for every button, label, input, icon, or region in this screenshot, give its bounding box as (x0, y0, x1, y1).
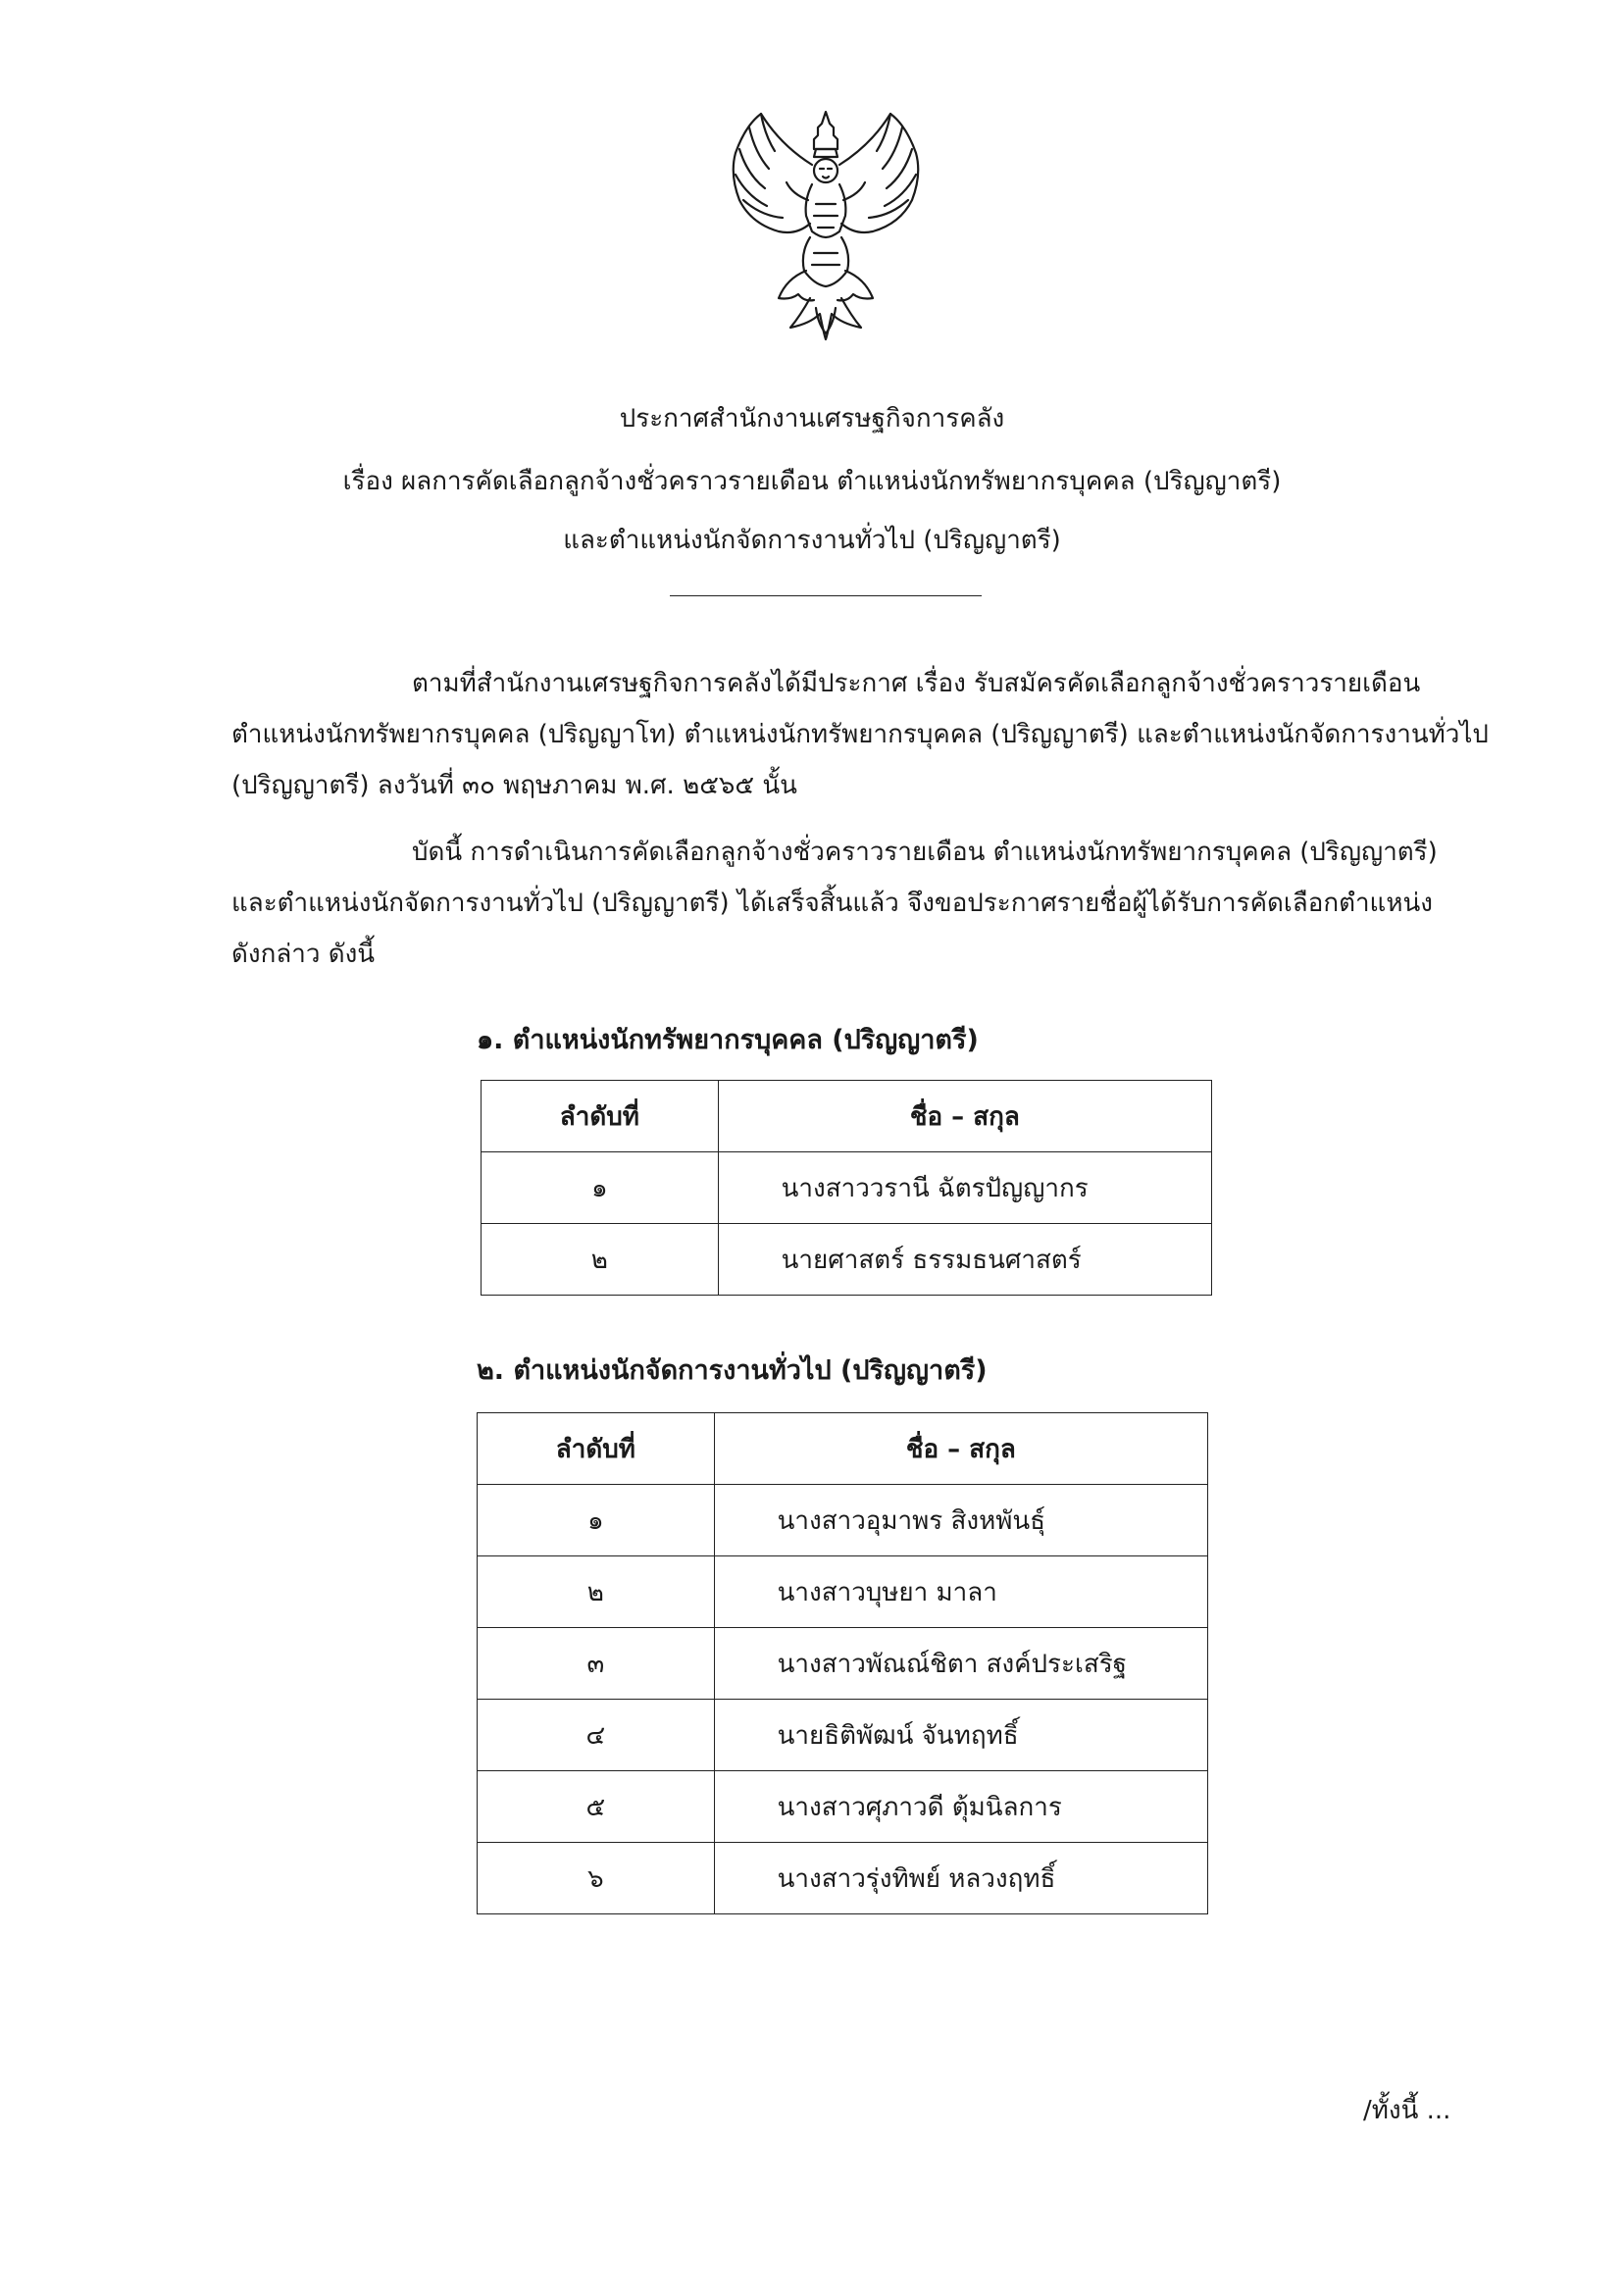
table-row (482, 1152, 1212, 1224)
table-header-row (478, 1413, 1208, 1485)
paragraph-line: บัดนี้ การดำเนินการคัดเลือกลูกจ้างชั่วคราวรายเดือน ตำแหน่งนักทรัพยากรบุคคล (ปริญญาตรี) (412, 838, 1438, 867)
row-name: นายธิติพัฒน์ จันทฤทธิ์ (714, 1700, 1207, 1771)
row-name: นายศาสตร์ ธรรมธนศาสตร์ (718, 1224, 1211, 1296)
row-number: ๑ (482, 1152, 719, 1224)
paragraph-intro (231, 658, 1489, 811)
section-1-heading: ๑. ตำแหน่งนักทรัพยากรบุคคล (ปริญญาตรี) (477, 1025, 979, 1055)
table-row (478, 1771, 1208, 1843)
row-name: นางสาวรุ่งทิพย์ หลวงฤทธิ์ (714, 1843, 1207, 1914)
paragraph-line: ตามที่สำนักงานเศรษฐกิจการคลังได้มีประกาศ เรื่อง รับสมัครคัดเลือกลูกจ้างชั่วคราวรายเดือน (412, 669, 1421, 698)
row-number: ๕ (478, 1771, 715, 1843)
section-1-table (481, 1080, 1212, 1296)
column-header-name: ชื่อ – สกุล (718, 1081, 1211, 1152)
subject-line-2: และตำแหน่งนักจัดการงานทั่วไป (ปริญญาตรี) (563, 526, 1061, 555)
table-row (478, 1628, 1208, 1700)
paragraph-line: และตำแหน่งนักจัดการงานทั่วไป (ปริญญาตรี) ได้เสร็จสิ้นแล้ว จึงขอประกาศรายชื่อผู้ได้รับการคัดเลือกตำแหน่ง (231, 889, 1433, 918)
section-2-table (477, 1412, 1208, 1914)
row-number: ๒ (478, 1556, 715, 1628)
table-row (478, 1843, 1208, 1914)
row-number: ๖ (478, 1843, 715, 1914)
row-number: ๒ (482, 1224, 719, 1296)
paragraph-line: ตำแหน่งนักทรัพยากรบุคคล (ปริญญาโท) ตำแหน่งนักทรัพยากรบุคคล (ปริญญาตรี) และตำแหน่งนักจัดการงานทั่วไป (231, 720, 1489, 749)
table-row (478, 1700, 1208, 1771)
table-row (478, 1485, 1208, 1556)
paragraph-result (231, 827, 1463, 980)
row-name: นางสาวอุมาพร สิงหพันธุ์ (714, 1485, 1207, 1556)
table-header-row (482, 1081, 1212, 1152)
row-number: ๓ (478, 1628, 715, 1700)
row-name: นางสาวพัณณ์ชิตา สงค์ประเสริฐ (714, 1628, 1207, 1700)
column-header-name: ชื่อ – สกุล (714, 1413, 1207, 1485)
column-header-no: ลำดับที่ (478, 1413, 715, 1485)
table-row (478, 1556, 1208, 1628)
row-name: นางสาวบุษยา มาลา (714, 1556, 1207, 1628)
row-name: นางสาววรานี ฉัตรปัญญากร (718, 1152, 1211, 1224)
row-number: ๑ (478, 1485, 715, 1556)
table-row (482, 1224, 1212, 1296)
garuda-emblem-icon (722, 106, 930, 345)
title-divider (670, 595, 982, 596)
row-name: นางสาวศุภาวดี ตุ้มนิลการ (714, 1771, 1207, 1843)
row-number: ๔ (478, 1700, 715, 1771)
paragraph-line: ดังกล่าว ดังนี้ (231, 940, 376, 969)
org-line: ประกาศสำนักงานเศรษฐกิจการคลัง (619, 404, 1005, 433)
paragraph-line: (ปริญญาตรี) ลงวันที่ ๓๐ พฤษภาคม พ.ศ. ๒๕๖๕ นั้น (231, 771, 797, 800)
section-2-heading: ๒. ตำแหน่งนักจัดการงานทั่วไป (ปริญญาตรี) (477, 1355, 988, 1386)
subject-line: เรื่อง ผลการคัดเลือกลูกจ้างชั่วคราวรายเดือน ตำแหน่งนักทรัพยากรบุคคล (ปริญญาตรี) (342, 467, 1282, 496)
continued-marker: /ทั้งนี้ ... (1363, 2096, 1451, 2125)
column-header-no: ลำดับที่ (482, 1081, 719, 1152)
